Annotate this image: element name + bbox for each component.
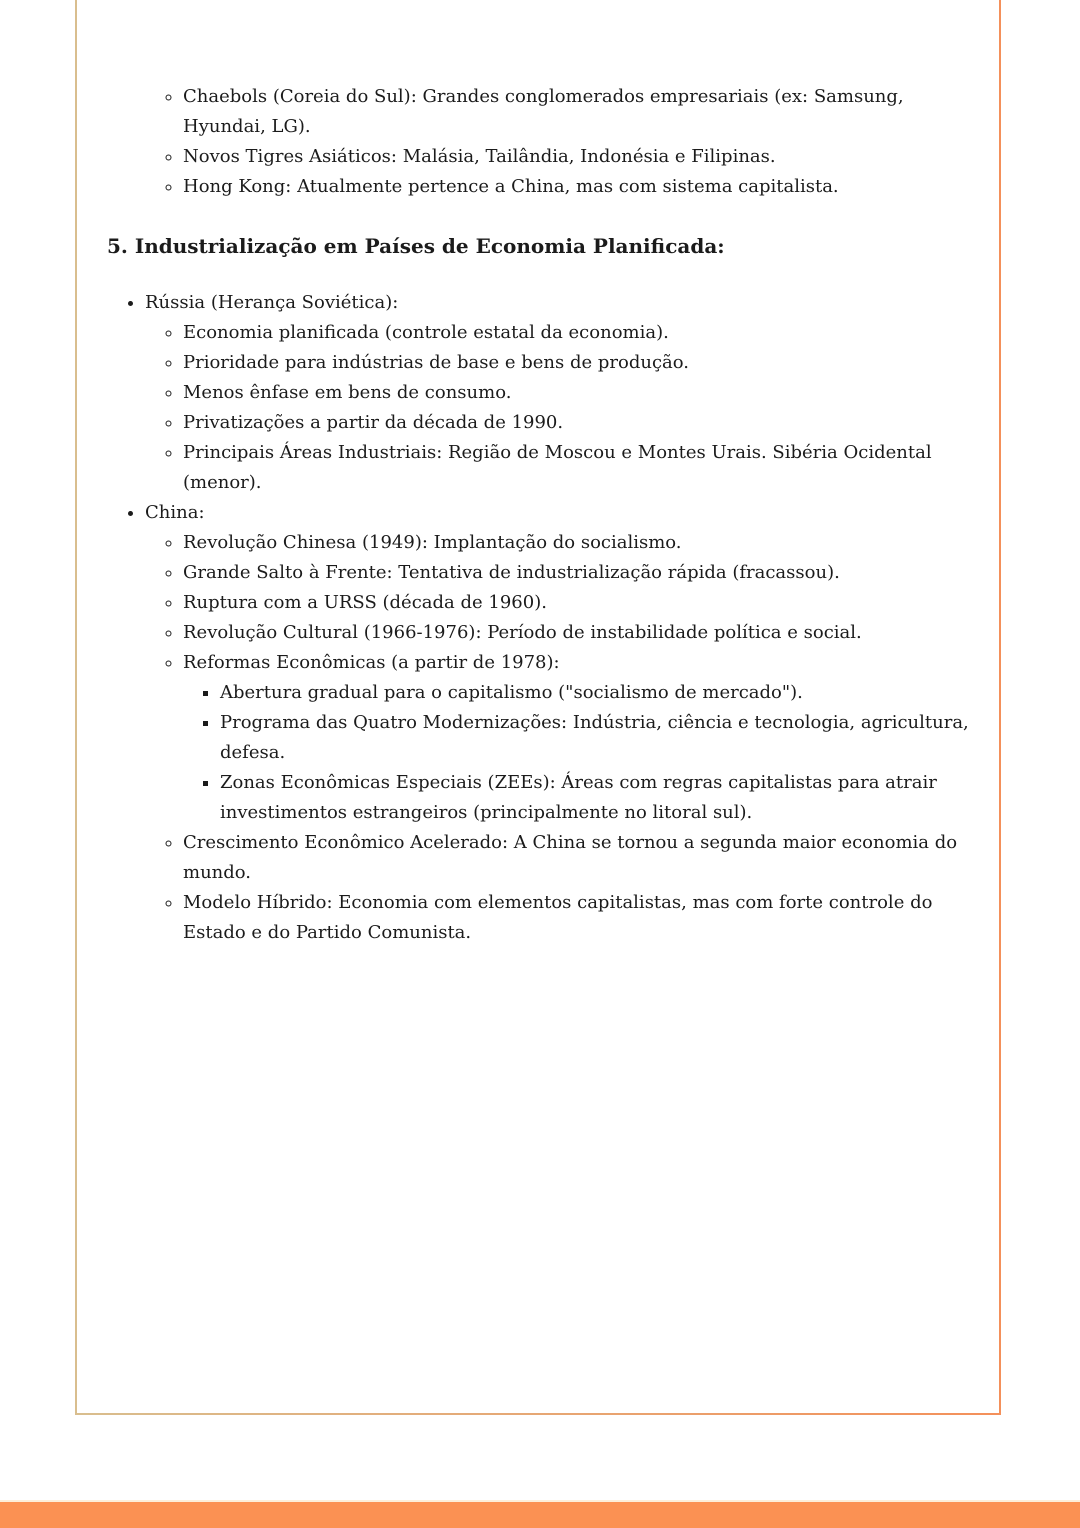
- reformas-label: Reformas Econômicas (a partir de 1978):: [183, 652, 560, 673]
- russia-sublist: [145, 318, 977, 498]
- list-item: ◦ Revolução Cultural (1966-1976): Período de instabilidade política e social.: [183, 618, 977, 648]
- list-item: ◦ Revolução Chinesa (1949): Implantação do socialismo.: [183, 528, 977, 558]
- china-label: China:: [145, 502, 205, 523]
- list-item: ▪ Abertura gradual para o capitalismo ("socialismo de mercado").: [220, 678, 977, 708]
- list-item-reformas: [183, 648, 977, 828]
- list-item: ▪ Programa das Quatro Modernizações: Indústria, ciência e tecnologia, agricultura, defesa.: [220, 708, 977, 768]
- bottom-accent-bar: [0, 1500, 1080, 1528]
- list-item: ◦ Menos ênfase em bens de consumo.: [183, 378, 977, 408]
- list-item: ◦ Grande Salto à Frente: Tentativa de industrialização rápida (fracassou).: [183, 558, 977, 588]
- list-item: ◦ Principais Áreas Industriais: Região de Moscou e Montes Urais. Sibéria Ocidental (menor).: [183, 438, 977, 498]
- list-item: ◦ Economia planificada (controle estatal da economia).: [183, 318, 977, 348]
- list-item: ◦ Modelo Híbrido: Economia com elementos capitalistas, mas com forte controle do Estado e do Partido Comunista.: [183, 888, 977, 948]
- document-content: [107, 82, 977, 948]
- list-item: ◦ Ruptura com a URSS (década de 1960).: [183, 588, 977, 618]
- list-item: ▪ Zonas Econômicas Especiais (ZEEs): Áreas com regras capitalistas para atrair investimentos estrangeiros (principalmente no litoral sul).: [220, 768, 977, 828]
- list-item: ◦ Novos Tigres Asiáticos: Malásia, Tailândia, Indonésia e Filipinas.: [183, 142, 977, 172]
- list-item: ◦ Hong Kong: Atualmente pertence a China, mas com sistema capitalista.: [183, 172, 977, 202]
- china-sublist: [145, 528, 977, 948]
- main-list: [107, 288, 977, 948]
- list-item-russia: [145, 288, 977, 498]
- list-item-china: [145, 498, 977, 948]
- list-item: ◦ Privatizações a partir da década de 1990.: [183, 408, 977, 438]
- russia-label: Rússia (Herança Soviética):: [145, 292, 399, 313]
- list-item: ◦ Prioridade para indústrias de base e bens de produção.: [183, 348, 977, 378]
- intro-list: [107, 82, 977, 202]
- section-heading: 5. Industrialização em Países de Economia Planificada:: [107, 234, 725, 258]
- list-item: ◦ Crescimento Econômico Acelerado: A China se tornou a segunda maior economia do mundo.: [183, 828, 977, 888]
- reformas-sublist: [183, 678, 977, 828]
- list-item: ◦ Chaebols (Coreia do Sul): Grandes conglomerados empresariais (ex: Samsung, Hyundai, LG).: [183, 82, 977, 142]
